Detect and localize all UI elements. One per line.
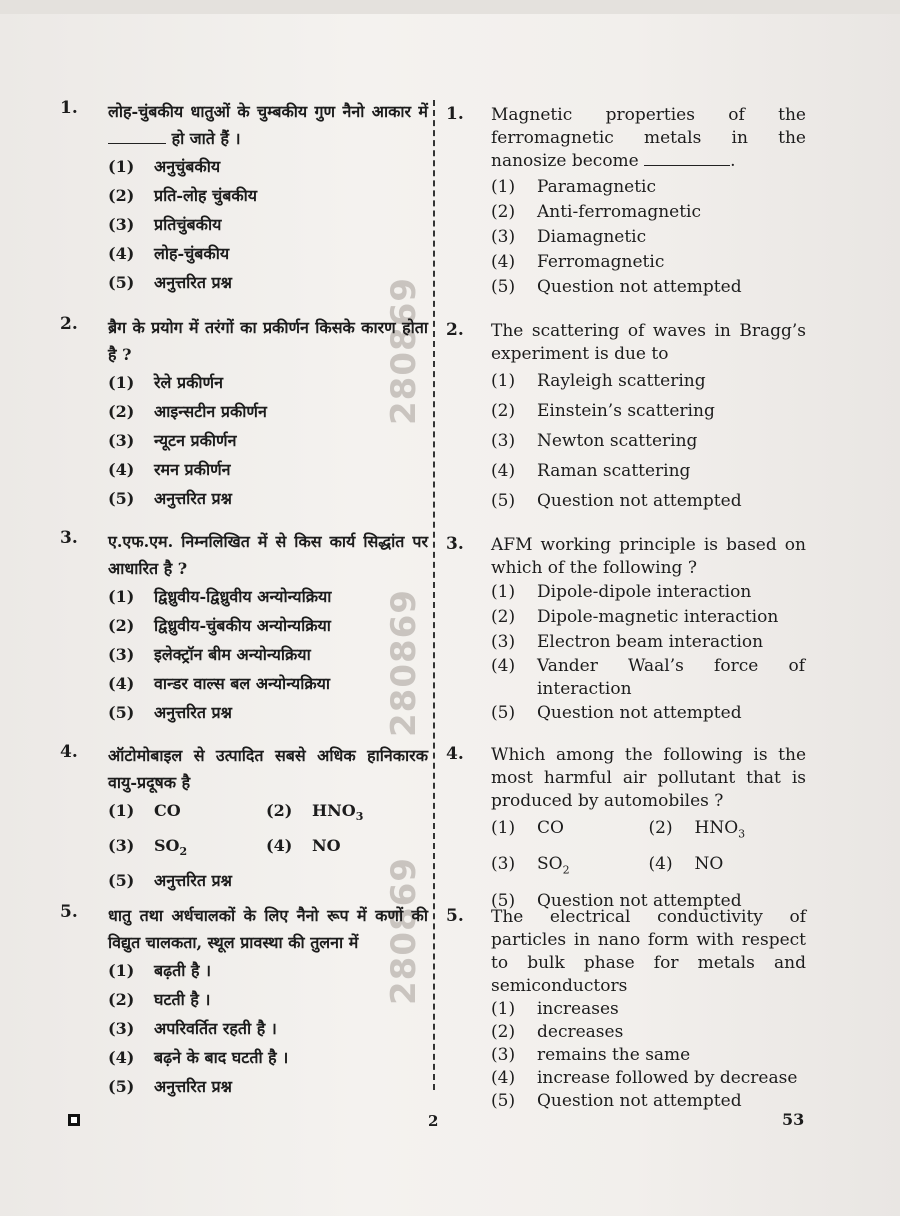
option: (5) अनुत्तरित प्रश्न (108, 871, 232, 891)
option: (3) Diamagnetic (491, 227, 647, 247)
answer-blank (108, 129, 166, 144)
option: (3) $SO_2$ (108, 836, 188, 859)
answer-blank (644, 151, 730, 166)
option: (2) $HNO_3$ (648, 818, 746, 841)
question-text: Magnetic properties of the ferromagnetic metals in the nanosize become . (491, 105, 806, 171)
top-strip (0, 0, 900, 14)
question-number: 5. (60, 902, 78, 922)
watermark-top: 280869 (384, 277, 424, 425)
option: (5) अनुत्तरित प्रश्न (108, 703, 232, 722)
option: (5) अनुत्तरित प्रश्न (108, 1077, 232, 1096)
option: (1) Rayleigh scattering (491, 371, 706, 391)
options (108, 956, 428, 1101)
option: (2) Einstein’s scattering (491, 401, 715, 421)
option: (3) अपरिवर्तित रहती है । (108, 1019, 277, 1038)
option: (2) घटती है । (108, 990, 211, 1009)
option: (1) increases (491, 999, 619, 1019)
option: (5) अनुत्तरित प्रश्न (108, 273, 232, 292)
english-column (446, 104, 806, 1113)
question-text: ब्रैग के प्रयोग में तरंगों का प्रकीर्णन किसके कारण होता है ? (108, 318, 428, 364)
page-number: 2 (428, 1112, 439, 1130)
option: (5) Question not attempted (491, 703, 742, 723)
question-number: 3. (60, 528, 78, 548)
option: (3) न्यूटन प्रकीर्णन (108, 431, 237, 450)
option: (4) Raman scattering (491, 461, 691, 481)
option: (3) इलेक्ट्रॉन बीम अन्योन्यक्रिया (108, 645, 311, 664)
option: (2) द्विध्रुवीय-चुंबकीय अन्योन्यक्रिया (108, 616, 331, 635)
option: (1) अनुचुंबकीय (108, 157, 221, 176)
question-text: ए.एफ.एम. निम्नलिखित में से किस कार्य सिद्धांत पर आधारित है ? (108, 532, 428, 578)
option: (2) decreases (491, 1022, 624, 1042)
question-number: 4. (446, 744, 464, 764)
option: (3) Electron beam interaction (491, 632, 764, 652)
paper-code: 53 (782, 1110, 805, 1129)
question-text: लोह-चुंबकीय धातुओं के चुम्बकीय गुण नैनो आकार में हो जाते हैं । (108, 102, 428, 148)
question-text: ऑटोमोबाइल से उत्पादित सबसे अधिक हानिकारक वायु-प्रदूषक है (108, 746, 428, 792)
option: (4) Vander Waal’s force of interaction (491, 656, 805, 699)
options (491, 998, 806, 1113)
question-number: 1. (446, 104, 464, 124)
question-5-hindi (60, 902, 428, 1101)
option: (5) Question not attempted (491, 1091, 742, 1111)
option: (2) Anti-ferromagnetic (491, 202, 702, 222)
option: (2) Dipole-magnetic interaction (491, 607, 779, 627)
options (108, 582, 428, 727)
footer-square-icon (68, 1114, 80, 1126)
option: (4) NO (648, 854, 724, 875)
question-5-english (446, 906, 806, 1113)
option: (4) रमन प्रकीर्णन (108, 460, 231, 479)
option: (4) लोह-चुंबकीय (108, 244, 230, 263)
option: (1) बढ़ती है । (108, 961, 212, 980)
options (108, 152, 428, 297)
question-number: 3. (446, 534, 464, 554)
hindi-column (60, 100, 428, 1101)
option: (1) CO (108, 801, 181, 820)
options (108, 796, 428, 895)
option: (1) Paramagnetic (491, 177, 657, 197)
question-4-hindi (60, 742, 428, 902)
watermark-bottom: 280869 (384, 857, 424, 1005)
question-2-hindi (60, 314, 428, 528)
option: (5) Question not attempted (491, 890, 742, 911)
question-1-hindi (60, 98, 428, 314)
option: (3) $SO_2$ (491, 854, 570, 877)
options-row (491, 849, 806, 885)
option: (5) Question not attempted (491, 491, 742, 511)
question-4-english (446, 744, 806, 911)
option: (1) द्विध्रुवीय-द्विध्रुवीय अन्योन्यक्रिया (108, 587, 332, 606)
question-number: 2. (60, 314, 78, 334)
option: (2) प्रति-लोह चुंबकीय (108, 186, 258, 205)
option: (4) बढ़ने के बाद घटती है । (108, 1048, 289, 1067)
question-number: 4. (60, 742, 78, 762)
option: (1) Dipole-dipole interaction (491, 582, 752, 602)
options (491, 813, 806, 916)
options (491, 366, 806, 516)
option: (4) Ferromagnetic (491, 252, 665, 272)
question-3-english (446, 534, 806, 744)
question-number: 2. (446, 320, 464, 340)
question-text: धातु तथा अर्धचालकों के लिए नैनो रूप में कणों की विद्युत चालकता, स्थूल प्रावस्था की तुलना में (108, 906, 428, 952)
options (491, 175, 806, 300)
options-row (108, 796, 428, 831)
question-1-english (446, 104, 806, 320)
question-text: AFM working principle is based on which of the following ? (491, 535, 806, 578)
option: (3) Newton scattering (491, 431, 698, 451)
options (108, 368, 428, 513)
option: (1) रेले प्रकीर्णन (108, 373, 223, 392)
option: (5) अनुत्तरित प्रश्न (108, 489, 232, 508)
option: (4) increase followed by decrease (491, 1068, 798, 1088)
option: (4) NO (266, 836, 341, 856)
options (491, 580, 806, 726)
options-row (491, 813, 806, 849)
question-text: The scattering of waves in Bragg’s experiment is due to (491, 321, 806, 364)
question-text: The electrical conductivity of particles in nano form with respect to bulk phase for metals and semiconductors (491, 907, 806, 996)
option: (4) वान्डर वाल्स बल अन्योन्यक्रिया (108, 674, 331, 693)
option: (2) $HNO_3$ (266, 801, 364, 824)
option: (5) Question not attempted (491, 277, 742, 297)
column-divider (433, 100, 435, 1090)
option: (2) आइन्सटीन प्रकीर्णन (108, 402, 267, 421)
option: (3) प्रतिचुंबकीय (108, 215, 222, 234)
question-number: 5. (446, 906, 464, 926)
question-2-english (446, 320, 806, 534)
watermark-middle: 280869 (384, 589, 424, 737)
option: (1) CO (491, 818, 564, 838)
question-text: Which among the following is the most harmful air pollutant that is produced by automobiles ? (491, 745, 806, 811)
options-row (108, 831, 428, 866)
option: (3) remains the same (491, 1045, 691, 1065)
question-number: 1. (60, 98, 78, 118)
question-3-hindi (60, 528, 428, 742)
